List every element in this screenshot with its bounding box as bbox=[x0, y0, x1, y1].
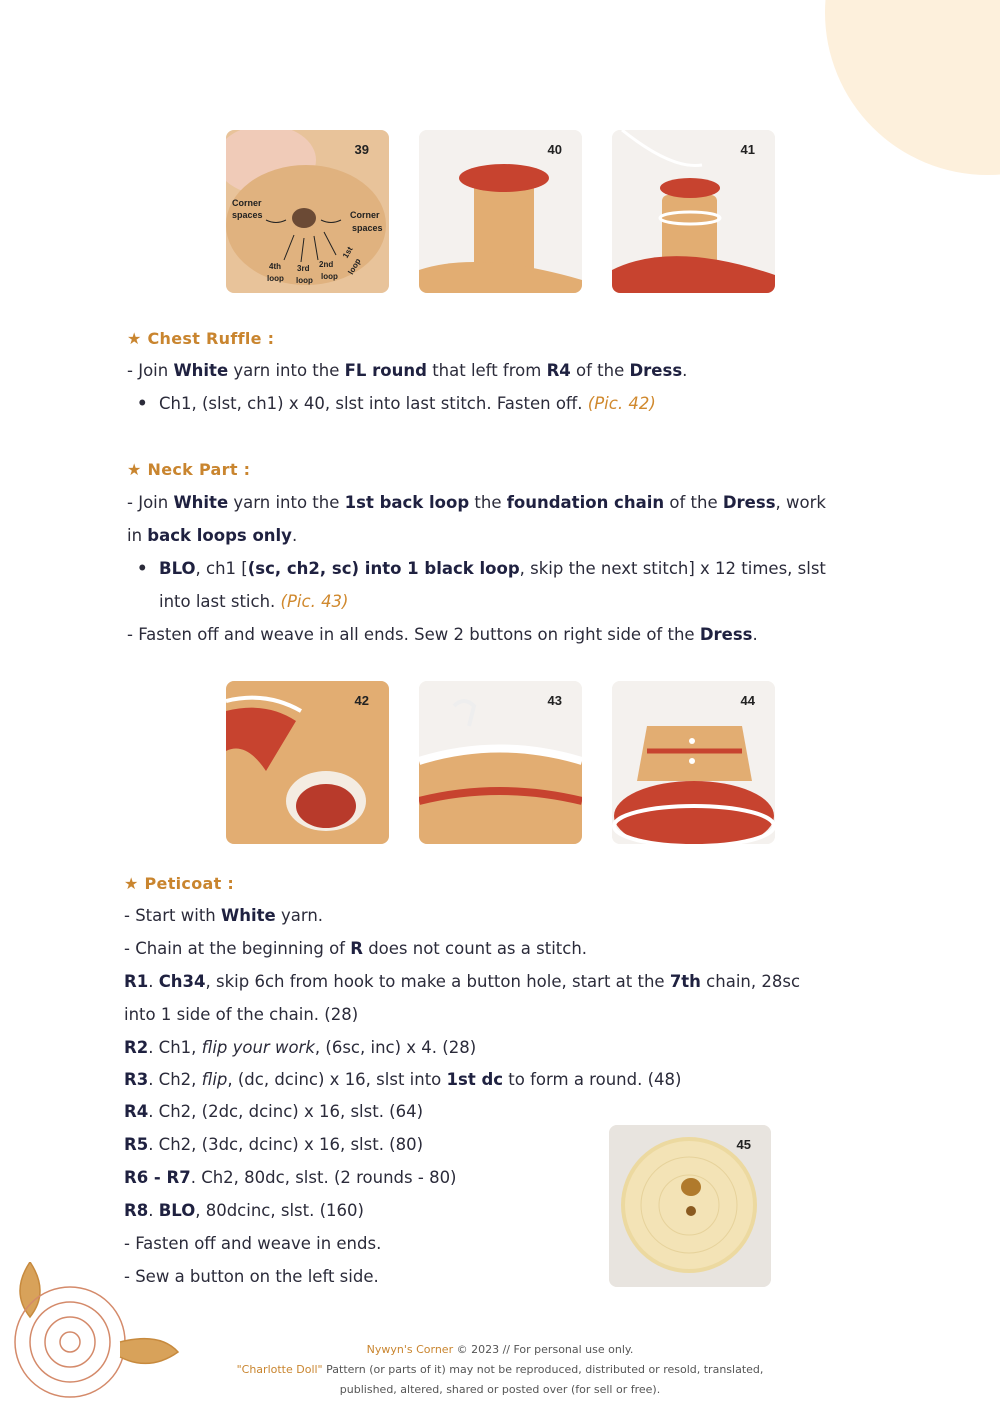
label-spaces-left: spaces bbox=[232, 210, 263, 220]
neck-part-heading: ★ Neck Part : bbox=[127, 460, 251, 479]
photo-42 bbox=[226, 681, 389, 844]
neck-part-line-1: - Join White yarn into the 1st back loop the foundation chain of the Dress, work bbox=[127, 493, 826, 512]
photo-44 bbox=[612, 681, 775, 844]
round-4: R4. Ch2, (2dc, dcinc) x 16, slst. (64) bbox=[124, 1102, 424, 1121]
neck-part-step: • BLO, ch1 [(sc, ch2, sc) into 1 black loop, skip the next stitch] x 12 times, slst bbox=[159, 558, 826, 580]
photo-number: 40 bbox=[547, 142, 562, 157]
peticoat-line-2: - Chain at the beginning of R does not count as a stitch. bbox=[124, 939, 588, 958]
neck-part-line-5: - Fasten off and weave in all ends. Sew 2 buttons on right side of the Dress. bbox=[127, 625, 758, 644]
neck-part-step-cont: into last stich. (Pic. 43) bbox=[159, 592, 349, 611]
round-6-7: R6 - R7. Ch2, 80dc, slst. (2 rounds - 80) bbox=[124, 1168, 457, 1187]
peticoat-line-1: - Start with White yarn. bbox=[124, 906, 324, 925]
photo-number: 44 bbox=[740, 693, 755, 708]
label-2nd-loop: loop bbox=[321, 272, 338, 281]
label-corner-left: Corner bbox=[232, 198, 262, 208]
photo-number: 41 bbox=[740, 142, 755, 157]
photo-39 bbox=[226, 130, 389, 293]
photo-number: 45 bbox=[736, 1137, 751, 1152]
photo-number: 42 bbox=[354, 693, 369, 708]
chest-ruffle-heading: ★ Chest Ruffle : bbox=[127, 329, 275, 348]
label-2nd: 2nd bbox=[319, 260, 334, 269]
round-5: R5. Ch2, (3dc, dcinc) x 16, slst. (80) bbox=[124, 1135, 424, 1154]
footer-line-1: Nywyn's Corner © 2023 // For personal use only. bbox=[366, 1343, 634, 1356]
footer-line-3: published, altered, shared or posted over (for sell or free). bbox=[339, 1383, 661, 1396]
label-corner-right: Corner bbox=[350, 210, 380, 220]
photo-43 bbox=[419, 681, 582, 844]
photo-41 bbox=[612, 130, 775, 293]
chest-ruffle-step: • Ch1, (slst, ch1) x 40, slst into last stitch. Fasten off. (Pic. 42) bbox=[159, 393, 656, 415]
label-3rd: 3rd bbox=[297, 264, 310, 273]
decorative-corner-circle bbox=[825, 0, 1000, 175]
photo-number: 43 bbox=[547, 693, 562, 708]
peticoat-heading: ★ Peticoat : bbox=[124, 874, 235, 893]
photo-number: 39 bbox=[354, 142, 369, 157]
label-3rd-loop: loop bbox=[296, 276, 313, 285]
label-4th-loop: loop bbox=[267, 274, 284, 283]
label-1st-loop: loop bbox=[346, 256, 363, 277]
peticoat-line-10: - Sew a button on the left side. bbox=[124, 1267, 379, 1286]
neck-part-line-2: in back loops only. bbox=[127, 526, 298, 545]
label-1st: 1st bbox=[340, 245, 355, 260]
peticoat-line-9: - Fasten off and weave in ends. bbox=[124, 1234, 382, 1253]
round-3: R3. Ch2, flip, (dc, dcinc) x 16, slst into 1st dc to form a round. (48) bbox=[124, 1070, 682, 1089]
photo-45 bbox=[609, 1125, 771, 1287]
photo-40 bbox=[419, 130, 582, 293]
footer-line-2: "Charlotte Doll" Pattern (or parts of it) may not be reproduced, distributed or resold, translated, bbox=[236, 1363, 764, 1376]
label-4th: 4th bbox=[269, 262, 281, 271]
round-8: R8. BLO, 80dcinc, slst. (160) bbox=[124, 1201, 364, 1220]
round-1: R1. Ch34, skip 6ch from hook to make a button hole, start at the 7th chain, 28sc bbox=[124, 972, 801, 991]
round-1-cont: into 1 side of the chain. (28) bbox=[124, 1005, 359, 1024]
label-spaces-right: spaces bbox=[352, 223, 383, 233]
round-2: R2. Ch1, flip your work, (6sc, inc) x 4. (28) bbox=[124, 1038, 477, 1057]
chest-ruffle-line-1: - Join White yarn into the FL round that left from R4 of the Dress. bbox=[127, 361, 688, 380]
